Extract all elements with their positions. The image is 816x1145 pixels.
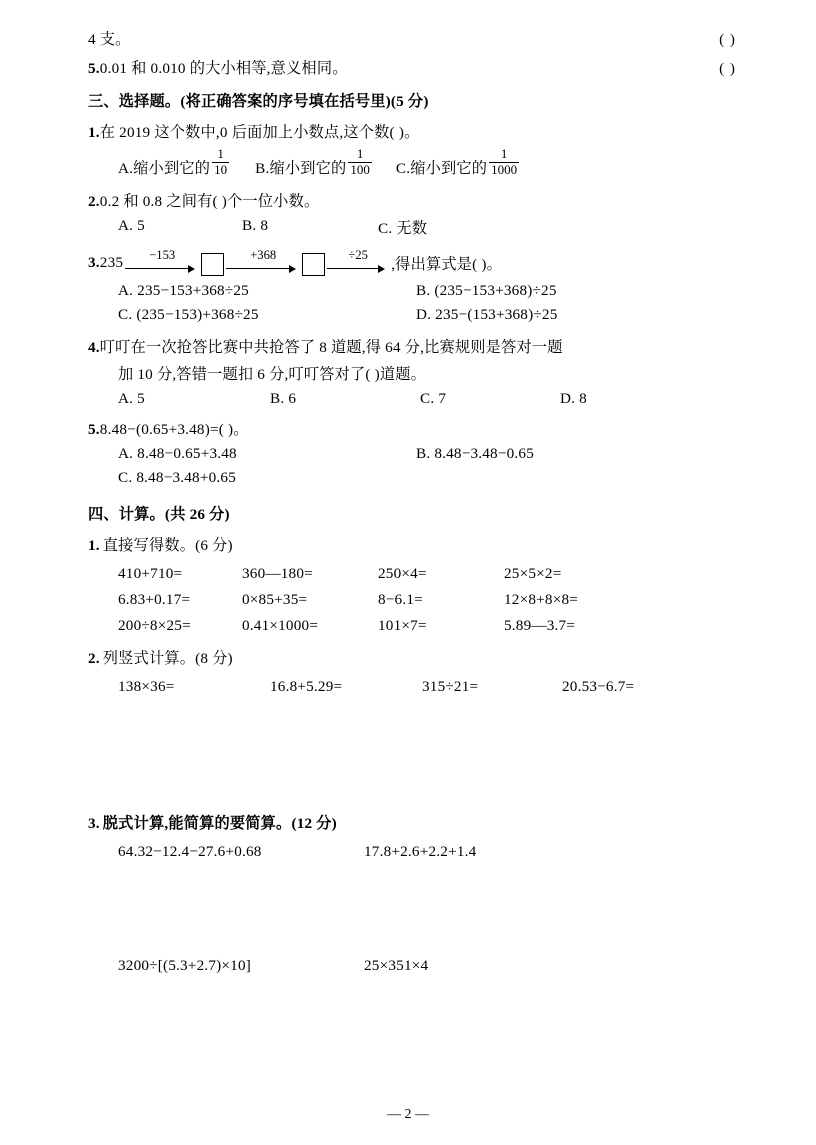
page-content: [88, 28, 736, 975]
stepwise-calc-item: 3200÷[(5.3+2.7)×10]: [118, 957, 252, 975]
choice-item-1-option-b-fraction: [348, 147, 372, 177]
compute-sub-2-number: 2.: [88, 650, 100, 668]
oral-calc-item: 25×5×2=: [504, 565, 562, 583]
oral-calc-item: 410+710=: [118, 565, 183, 583]
oral-calc-row-1: [118, 565, 736, 583]
choice-item-2-number: 2.: [88, 193, 100, 211]
compute-sub-1-title: 直接写得数。(6 分): [102, 537, 233, 555]
page-number: — 2 —: [387, 1107, 429, 1122]
choice-item-3-option-c-text: (235−153)+368÷25: [136, 306, 259, 324]
choice-item-1-option-b-label: B.: [255, 160, 270, 178]
choice-item-3-option-b-label: B.: [416, 282, 431, 300]
stepwise-calc-row-1: [118, 843, 736, 861]
choice-item-3-options-row-2: [118, 306, 736, 324]
choice-item-1-option-c-text: 缩小到它的: [410, 160, 488, 178]
carryover-bracket: ( ): [719, 31, 736, 48]
choice-item-1-option-a-fraction: [212, 147, 229, 177]
choice-item-1-stem: 在 2019 这个数中,0 后面加上小数点,这个数( )。: [99, 124, 420, 141]
oral-calc-item: 200÷8×25=: [118, 617, 191, 635]
arrow-plus-368: [226, 250, 300, 276]
vertical-calc-item: 20.53−6.7=: [562, 678, 635, 696]
stepwise-calc-item: 17.8+2.6+2.2+1.4: [364, 843, 477, 861]
choice-item-1-options: [118, 148, 736, 178]
choice-item-2-option-b-label: B.: [242, 217, 257, 235]
choice-item-3-option-d-label: D.: [416, 306, 432, 324]
carryover-line: [88, 28, 736, 49]
choice-item-4-stem-line-1: 叮叮在一次抢答比赛中共抢答了 8 道题,得 64 分,比赛规则是答对一题: [99, 339, 563, 357]
compute-sub-3-title: 脱式计算,能简算的要简算。(12 分): [102, 815, 337, 833]
arrow-label-3: ÷25: [348, 248, 368, 263]
choice-item-2-option-c-label: C.: [378, 220, 393, 238]
vertical-calc-item: 315÷21=: [422, 678, 479, 696]
oral-calc-item: 101×7=: [378, 617, 427, 635]
choice-item-3-tail: ,得出算式是( )。: [391, 255, 503, 273]
choice-item-1-option-a-label: A.: [118, 160, 134, 178]
fraction-denominator: 10: [214, 161, 228, 177]
compute-sub-3-number: 3.: [88, 815, 100, 833]
vertical-calc-item: 138×36=: [118, 678, 175, 696]
choice-item-5-option-b-text: 8.48−3.48−0.65: [434, 445, 534, 463]
choice-item-4: [88, 336, 736, 357]
choice-item-5-stem: 8.48−(0.65+3.48)=( )。: [99, 421, 249, 439]
choice-item-5-option-a-label: A.: [118, 445, 134, 463]
answer-box-2[interactable]: [302, 253, 325, 276]
fraction-numerator: 1: [500, 146, 508, 161]
oral-calc-item: 6.83+0.17=: [118, 591, 191, 609]
section-4-heading: 四、计算。(共 26 分): [88, 506, 230, 524]
tf-item-5-text: 0.01 和 0.010 的大小相等,意义相同。: [99, 60, 348, 77]
arrow-label-2: +368: [250, 248, 277, 263]
choice-item-1: [88, 121, 736, 142]
oral-calc-item: 12×8+8×8=: [504, 591, 579, 609]
compute-sub-1-number: 1.: [88, 537, 100, 555]
choice-item-1-option-b-text: 缩小到它的: [269, 160, 347, 178]
choice-item-2-option-a-text: 5: [137, 217, 145, 235]
tf-item-5: [88, 57, 736, 78]
answer-box-1[interactable]: [201, 253, 224, 276]
choice-item-3-option-b-text: (235−153+368)÷25: [434, 282, 557, 300]
fraction-numerator: 1: [217, 146, 224, 161]
choice-item-5-option-a-text: 8.48−0.65+3.48: [137, 445, 237, 463]
arrow-minus-153: [125, 250, 199, 276]
vertical-calc-row: [118, 678, 736, 696]
choice-item-5-option-c-label: C.: [118, 469, 133, 487]
choice-item-4-option-d-label: D.: [560, 390, 576, 408]
oral-calc-item: 0×85+35=: [242, 591, 308, 609]
section-3-heading: 三、选择题。(将正确答案的序号填在括号里)(5 分): [88, 93, 429, 110]
compute-sub-2-title: 列竖式计算。(8 分): [102, 650, 233, 668]
tf-item-5-bracket: ( ): [719, 60, 736, 77]
oral-calc-row-2: [118, 591, 736, 609]
choice-item-1-option-c-label: C.: [395, 160, 411, 178]
compute-sub-2-title-row: [88, 647, 736, 668]
choice-item-2-stem: 0.2 和 0.8 之间有( )个一位小数。: [99, 193, 320, 211]
oral-calc-item: 360—180=: [242, 565, 313, 583]
oral-calc-row-3: [118, 617, 736, 635]
vertical-calc-item: 16.8+5.29=: [270, 678, 343, 696]
stepwise-calc-row-2: [118, 957, 736, 975]
compute-sub-3-title-row: [88, 812, 736, 833]
oral-calc-item: 250×4=: [378, 565, 427, 583]
choice-item-4-stem-line-2: 加 10 分,答错一题扣 6 分,叮叮答对了( )道题。: [118, 366, 427, 384]
choice-item-4-number: 4.: [88, 339, 100, 357]
choice-item-2: [88, 190, 736, 211]
choice-item-3-option-a-label: A.: [118, 282, 134, 300]
choice-item-5-options-row-2: [118, 469, 736, 487]
choice-item-5-option-b-label: B.: [416, 445, 431, 463]
arrow-label-1: −153: [149, 248, 176, 263]
oral-calc-item: 0.41×1000=: [242, 617, 319, 635]
choice-item-5-option-c-text: 8.48−3.48+0.65: [136, 469, 236, 487]
choice-item-4-option-b-text: 6: [288, 390, 297, 408]
choice-item-1-number: 1.: [88, 124, 100, 141]
choice-item-4-option-c-label: C.: [420, 390, 435, 408]
choice-item-2-option-b-text: 8: [260, 217, 269, 235]
choice-item-3-option-a-text: 235−153+368÷25: [137, 282, 249, 300]
choice-item-1-option-c-fraction: [489, 147, 519, 177]
tf-item-5-number: 5.: [88, 60, 100, 77]
choice-item-4-option-a-text: 5: [137, 390, 145, 408]
choice-item-5-number: 5.: [88, 421, 100, 439]
arrow-divide-25: [327, 250, 389, 276]
choice-item-3-start: 235: [99, 254, 124, 272]
fraction-denominator: 100: [350, 161, 370, 177]
choice-item-3-option-c-label: C.: [118, 306, 133, 324]
choice-item-2-option-c-text: 无数: [396, 220, 428, 238]
choice-item-5-options-row-1: [118, 445, 736, 463]
choice-item-1-option-a-text: 缩小到它的: [133, 160, 211, 178]
choice-item-4-stem-line-2-wrap: [118, 363, 736, 384]
stepwise-calc-item: 25×351×4: [364, 957, 429, 975]
choice-item-4-option-c-text: 7: [438, 390, 447, 408]
choice-item-3-number: 3.: [88, 254, 100, 272]
choice-item-3-option-d-text: 235−(153+368)÷25: [435, 306, 558, 324]
stepwise-calc-item: 64.32−12.4−27.6+0.68: [118, 843, 262, 861]
fraction-denominator: 1000: [491, 161, 518, 177]
compute-sub-1-title-row: [88, 534, 736, 555]
carryover-text: 4 支。: [88, 31, 131, 48]
choice-item-4-option-b-label: B.: [270, 390, 285, 408]
oral-calc-item: 8−6.1=: [378, 591, 423, 609]
choice-item-4-option-d-text: 8: [579, 390, 587, 408]
choice-item-3: [88, 250, 736, 276]
choice-item-2-option-a-label: A.: [118, 217, 134, 235]
choice-item-3-options-row-1: [118, 282, 736, 300]
fraction-numerator: 1: [356, 146, 364, 161]
choice-item-5: [88, 418, 736, 439]
choice-item-2-options: [118, 217, 736, 238]
choice-item-4-option-a-label: A.: [118, 390, 134, 408]
oral-calc-item: 5.89—3.7=: [504, 617, 576, 635]
choice-item-4-options: [118, 390, 736, 408]
